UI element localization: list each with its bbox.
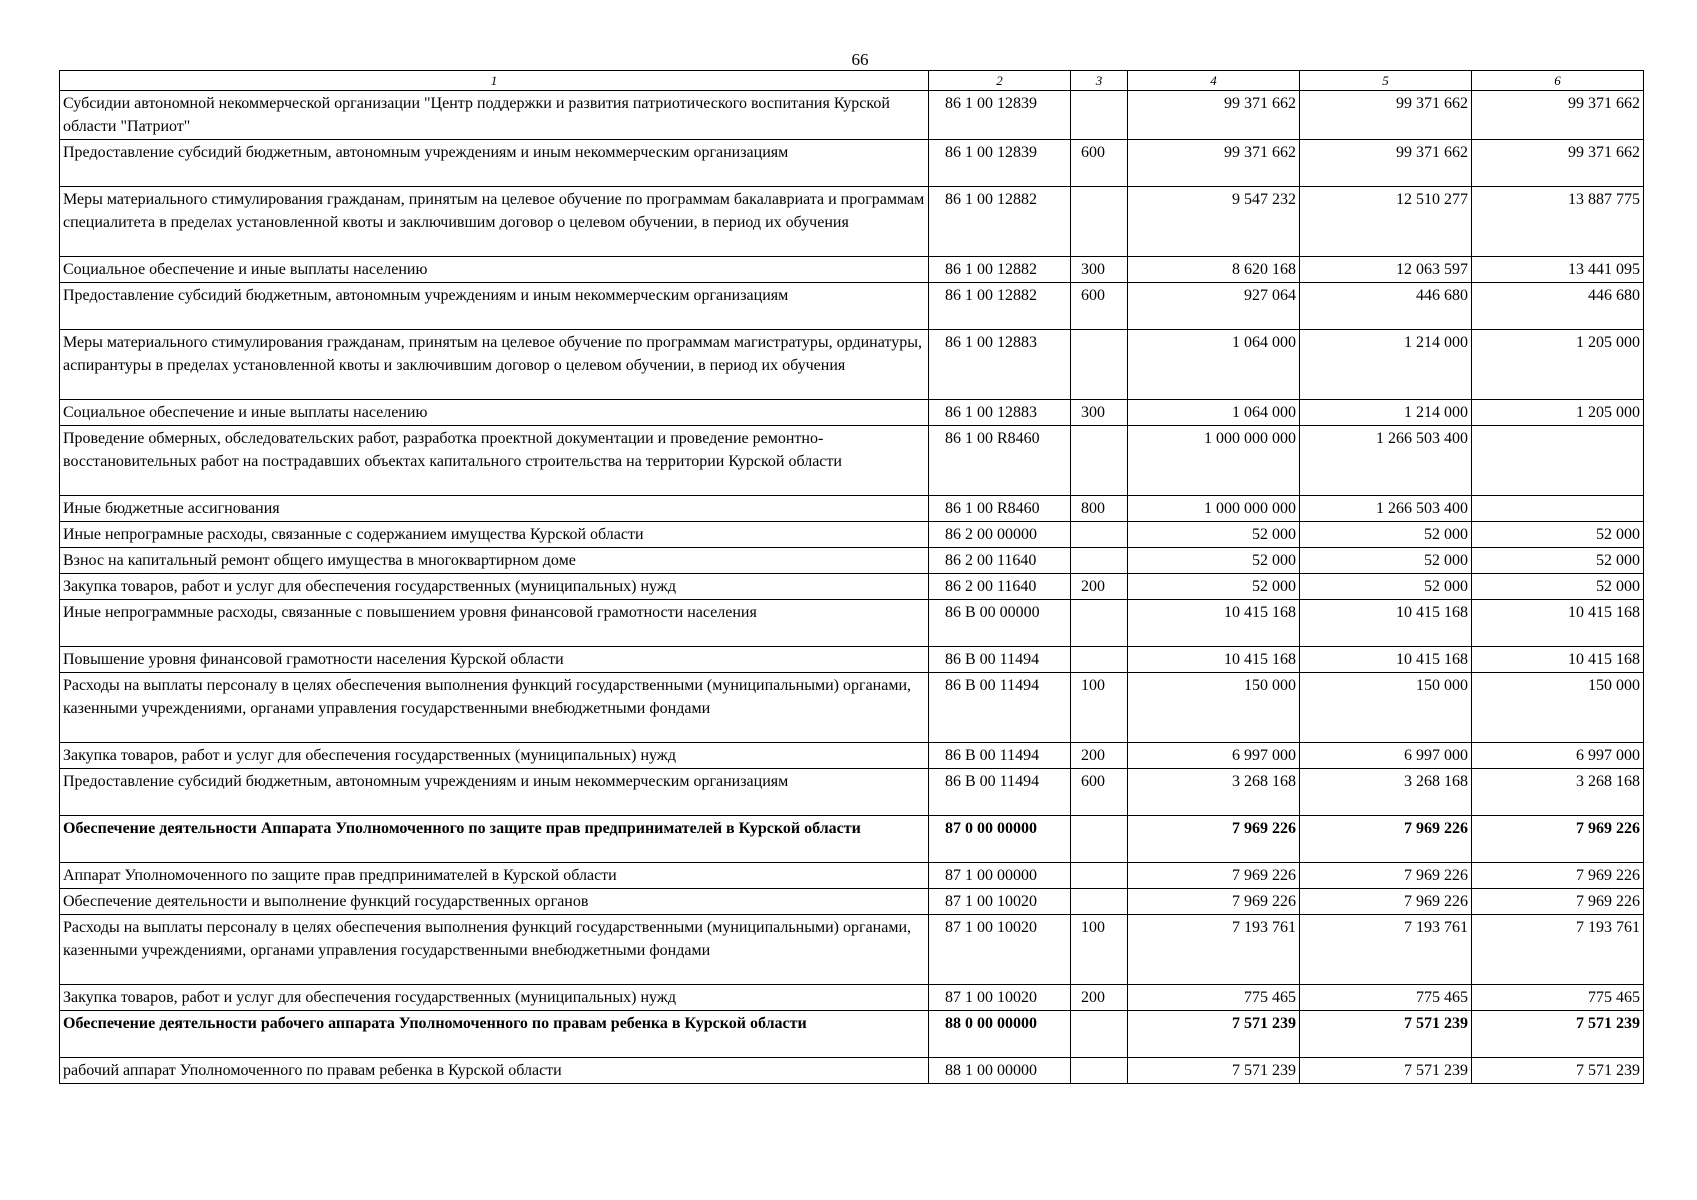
row-value-col4: 1 000 000 000: [1128, 426, 1300, 496]
row-value-col6: [1472, 496, 1644, 522]
row-name-cell: рабочий аппарат Уполномоченного по правам ребенка в Курской области: [60, 1058, 929, 1084]
col-header-2: 2: [929, 71, 1071, 91]
table-row: [60, 187, 1644, 257]
col-header-6: 6: [1472, 71, 1644, 91]
row-code-cell: 86 В 00 11494: [929, 673, 1071, 743]
row-value-col5: 7 969 226: [1300, 863, 1472, 889]
row-value-col5: 150 000: [1300, 673, 1472, 743]
row-name-cell: Предоставление субсидий бюджетным, автономным учреждениям и иным некоммерческим организациям: [60, 769, 929, 816]
row-code-cell: 86 В 00 00000: [929, 600, 1071, 647]
row-name-cell: Проведение обмерных, обследовательских работ, разработка проектной документации и проведение ремонтно-восстановительных работ на пострадавших объектах капитального строительства на территории Курской области: [60, 426, 929, 496]
table-row: [60, 91, 1644, 140]
row-value-col4: 1 064 000: [1128, 400, 1300, 426]
row-vr-cell: [1071, 1011, 1128, 1058]
row-value-col4: 3 268 168: [1128, 769, 1300, 816]
table-row: [60, 863, 1644, 889]
row-vr-cell: [1071, 522, 1128, 548]
row-name-cell: Закупка товаров, работ и услуг для обеспечения государственных (муниципальных) нужд: [60, 574, 929, 600]
row-name-cell: Обеспечение деятельности рабочего аппарата Уполномоченного по правам ребенка в Курской области: [60, 1011, 929, 1058]
row-value-col5: 10 415 168: [1300, 647, 1472, 673]
row-value-col6: 6 997 000: [1472, 743, 1644, 769]
row-value-col6: 3 268 168: [1472, 769, 1644, 816]
row-name-cell: Иные непрограмные расходы, связанные с содержанием имущества Курской области: [60, 522, 929, 548]
row-name-cell: Меры материального стимулирования гражданам, принятым на целевое обучение по программам бакалавриата и программам специалитета в пределах установленной квоты и заключившим договор о целевом обучении, в период их обучения: [60, 187, 929, 257]
row-value-col4: 8 620 168: [1128, 257, 1300, 283]
row-value-col6: 10 415 168: [1472, 600, 1644, 647]
table-row: [60, 574, 1644, 600]
row-value-col6: 7 969 226: [1472, 889, 1644, 915]
table-row: [60, 522, 1644, 548]
row-vr-cell: [1071, 1058, 1128, 1084]
row-vr-cell: 300: [1071, 257, 1128, 283]
row-code-cell: 86 2 00 00000: [929, 522, 1071, 548]
budget-table: [59, 70, 1644, 1084]
row-value-col4: 7 969 226: [1128, 816, 1300, 863]
row-value-col5: 7 969 226: [1300, 889, 1472, 915]
row-code-cell: 88 1 00 00000: [929, 1058, 1071, 1084]
row-vr-cell: [1071, 548, 1128, 574]
table-row: [60, 400, 1644, 426]
row-value-col4: 9 547 232: [1128, 187, 1300, 257]
row-value-col4: 7 969 226: [1128, 889, 1300, 915]
row-name-cell: Иные непрограммные расходы, связанные с повышением уровня финансовой грамотности населения: [60, 600, 929, 647]
row-vr-cell: [1071, 863, 1128, 889]
row-vr-cell: 800: [1071, 496, 1128, 522]
row-vr-cell: 100: [1071, 915, 1128, 985]
table-row: [60, 257, 1644, 283]
row-code-cell: 86 2 00 11640: [929, 574, 1071, 600]
row-code-cell: 86 1 00 12839: [929, 140, 1071, 187]
row-value-col4: 7 969 226: [1128, 863, 1300, 889]
table-row: [60, 283, 1644, 330]
row-value-col6: 10 415 168: [1472, 647, 1644, 673]
table-row: [60, 1058, 1644, 1084]
row-name-cell: Аппарат Уполномоченного по защите прав предпринимателей в Курской области: [60, 863, 929, 889]
row-name-cell: Повышение уровня финансовой грамотности населения Курской области: [60, 647, 929, 673]
row-value-col4: 52 000: [1128, 522, 1300, 548]
row-vr-cell: 600: [1071, 140, 1128, 187]
row-vr-cell: [1071, 426, 1128, 496]
row-vr-cell: [1071, 187, 1128, 257]
row-name-cell: Меры материального стимулирования гражданам, принятым на целевое обучение по программам магистратуры, ординатуры, аспирантуры в пределах установленной квоты и заключившим договор о целевом обучении, в период их обучения: [60, 330, 929, 400]
row-value-col4: 10 415 168: [1128, 647, 1300, 673]
row-name-cell: Закупка товаров, работ и услуг для обеспечения государственных (муниципальных) нужд: [60, 985, 929, 1011]
row-value-col6: 52 000: [1472, 522, 1644, 548]
row-value-col4: 7 571 239: [1128, 1058, 1300, 1084]
row-code-cell: 86 1 00 12883: [929, 400, 1071, 426]
row-value-col6: 7 969 226: [1472, 863, 1644, 889]
row-value-col5: 10 415 168: [1300, 600, 1472, 647]
row-code-cell: 87 1 00 10020: [929, 985, 1071, 1011]
row-code-cell: 86 В 00 11494: [929, 769, 1071, 816]
row-value-col4: 99 371 662: [1128, 91, 1300, 140]
row-vr-cell: 100: [1071, 673, 1128, 743]
col-header-5: 5: [1300, 71, 1472, 91]
row-value-col4: 7 571 239: [1128, 1011, 1300, 1058]
row-value-col6: 13 887 775: [1472, 187, 1644, 257]
row-vr-cell: [1071, 91, 1128, 140]
row-value-col5: 7 969 226: [1300, 816, 1472, 863]
row-vr-cell: 600: [1071, 283, 1128, 330]
row-name-cell: Расходы на выплаты персоналу в целях обеспечения выполнения функций государственными (муниципальными) органами, казенными учреждениями, органами управления государственными внебюджетными фондами: [60, 673, 929, 743]
row-value-col5: 52 000: [1300, 548, 1472, 574]
row-code-cell: 86 1 00 12882: [929, 257, 1071, 283]
row-value-col6: 99 371 662: [1472, 91, 1644, 140]
row-code-cell: 87 1 00 10020: [929, 889, 1071, 915]
row-value-col5: 99 371 662: [1300, 91, 1472, 140]
row-value-col4: 927 064: [1128, 283, 1300, 330]
row-vr-cell: 200: [1071, 574, 1128, 600]
table-row: [60, 1011, 1644, 1058]
page-number: 66: [851, 50, 869, 69]
row-vr-cell: [1071, 330, 1128, 400]
table-row: [60, 985, 1644, 1011]
table-row: [60, 889, 1644, 915]
row-name-cell: Закупка товаров, работ и услуг для обеспечения государственных (муниципальных) нужд: [60, 743, 929, 769]
col-header-1: 1: [60, 71, 929, 91]
row-vr-cell: 600: [1071, 769, 1128, 816]
col-header-3: 3: [1071, 71, 1128, 91]
table-row: [60, 915, 1644, 985]
row-vr-cell: [1071, 816, 1128, 863]
row-vr-cell: [1071, 889, 1128, 915]
row-value-col4: 99 371 662: [1128, 140, 1300, 187]
row-name-cell: Социальное обеспечение и иные выплаты населению: [60, 257, 929, 283]
table-row: [60, 426, 1644, 496]
table-row: [60, 600, 1644, 647]
row-value-col4: 52 000: [1128, 574, 1300, 600]
row-value-col6: 1 205 000: [1472, 330, 1644, 400]
row-value-col4: 52 000: [1128, 548, 1300, 574]
row-value-col5: 1 266 503 400: [1300, 426, 1472, 496]
row-code-cell: 87 1 00 10020: [929, 915, 1071, 985]
row-code-cell: 86 В 00 11494: [929, 647, 1071, 673]
row-code-cell: 86 2 00 11640: [929, 548, 1071, 574]
row-value-col6: 7 193 761: [1472, 915, 1644, 985]
row-value-col4: 7 193 761: [1128, 915, 1300, 985]
row-code-cell: 86 1 00 R8460: [929, 496, 1071, 522]
row-code-cell: 88 0 00 00000: [929, 1011, 1071, 1058]
row-value-col5: 7 571 239: [1300, 1058, 1472, 1084]
row-name-cell: Взнос на капитальный ремонт общего имущества в многоквартирном доме: [60, 548, 929, 574]
row-value-col5: 7 571 239: [1300, 1011, 1472, 1058]
row-value-col6: 446 680: [1472, 283, 1644, 330]
table-row: [60, 330, 1644, 400]
row-code-cell: 86 1 00 12839: [929, 91, 1071, 140]
table-row: [60, 140, 1644, 187]
col-header-4: 4: [1128, 71, 1300, 91]
row-name-cell: Субсидии автономной некоммерческой организации "Центр поддержки и развития патриотического воспитания Курской области "Патриот": [60, 91, 929, 140]
row-value-col4: 775 465: [1128, 985, 1300, 1011]
row-value-col5: 446 680: [1300, 283, 1472, 330]
table-row: [60, 647, 1644, 673]
table-row: [60, 816, 1644, 863]
row-code-cell: 86 1 00 12882: [929, 283, 1071, 330]
row-vr-cell: [1071, 647, 1128, 673]
row-value-col5: 12 063 597: [1300, 257, 1472, 283]
row-value-col6: 7 571 239: [1472, 1011, 1644, 1058]
row-value-col4: 1 064 000: [1128, 330, 1300, 400]
header-row: [60, 71, 1644, 91]
row-value-col5: 6 997 000: [1300, 743, 1472, 769]
row-value-col5: 52 000: [1300, 522, 1472, 548]
row-name-cell: Иные бюджетные ассигнования: [60, 496, 929, 522]
row-name-cell: Предоставление субсидий бюджетным, автономным учреждениям и иным некоммерческим организациям: [60, 283, 929, 330]
row-value-col6: 1 205 000: [1472, 400, 1644, 426]
row-code-cell: 86 В 00 11494: [929, 743, 1071, 769]
row-value-col4: 150 000: [1128, 673, 1300, 743]
row-value-col6: [1472, 426, 1644, 496]
row-vr-cell: [1071, 600, 1128, 647]
row-value-col5: 1 266 503 400: [1300, 496, 1472, 522]
row-value-col5: 7 193 761: [1300, 915, 1472, 985]
row-value-col5: 52 000: [1300, 574, 1472, 600]
row-value-col6: 99 371 662: [1472, 140, 1644, 187]
row-value-col6: 775 465: [1472, 985, 1644, 1011]
row-value-col5: 3 268 168: [1300, 769, 1472, 816]
row-value-col5: 775 465: [1300, 985, 1472, 1011]
row-name-cell: Расходы на выплаты персоналу в целях обеспечения выполнения функций государственными (муниципальными) органами, казенными учреждениями, органами управления государственными внебюджетными фондами: [60, 915, 929, 985]
table-row: [60, 496, 1644, 522]
row-vr-cell: 200: [1071, 985, 1128, 1011]
row-code-cell: 86 1 00 R8460: [929, 426, 1071, 496]
row-code-cell: 87 1 00 00000: [929, 863, 1071, 889]
row-value-col5: 1 214 000: [1300, 330, 1472, 400]
table-row: [60, 548, 1644, 574]
row-value-col6: 52 000: [1472, 574, 1644, 600]
row-value-col6: 7 571 239: [1472, 1058, 1644, 1084]
table-row: [60, 673, 1644, 743]
row-name-cell: Социальное обеспечение и иные выплаты населению: [60, 400, 929, 426]
row-vr-cell: 200: [1071, 743, 1128, 769]
row-code-cell: 87 0 00 00000: [929, 816, 1071, 863]
row-name-cell: Обеспечение деятельности и выполнение функций государственных органов: [60, 889, 929, 915]
row-value-col6: 150 000: [1472, 673, 1644, 743]
row-value-col4: 10 415 168: [1128, 600, 1300, 647]
row-value-col5: 1 214 000: [1300, 400, 1472, 426]
row-value-col5: 12 510 277: [1300, 187, 1472, 257]
row-code-cell: 86 1 00 12883: [929, 330, 1071, 400]
row-value-col6: 52 000: [1472, 548, 1644, 574]
row-value-col4: 1 000 000 000: [1128, 496, 1300, 522]
table-row: [60, 743, 1644, 769]
row-value-col5: 99 371 662: [1300, 140, 1472, 187]
row-value-col6: 7 969 226: [1472, 816, 1644, 863]
row-value-col6: 13 441 095: [1472, 257, 1644, 283]
row-value-col4: 6 997 000: [1128, 743, 1300, 769]
table-row: [60, 769, 1644, 816]
row-name-cell: Предоставление субсидий бюджетным, автономным учреждениям и иным некоммерческим организациям: [60, 140, 929, 187]
table-body: [60, 91, 1644, 1084]
row-vr-cell: 300: [1071, 400, 1128, 426]
row-name-cell: Обеспечение деятельности Аппарата Уполномоченного по защите прав предпринимателей в Курской области: [60, 816, 929, 863]
row-code-cell: 86 1 00 12882: [929, 187, 1071, 257]
